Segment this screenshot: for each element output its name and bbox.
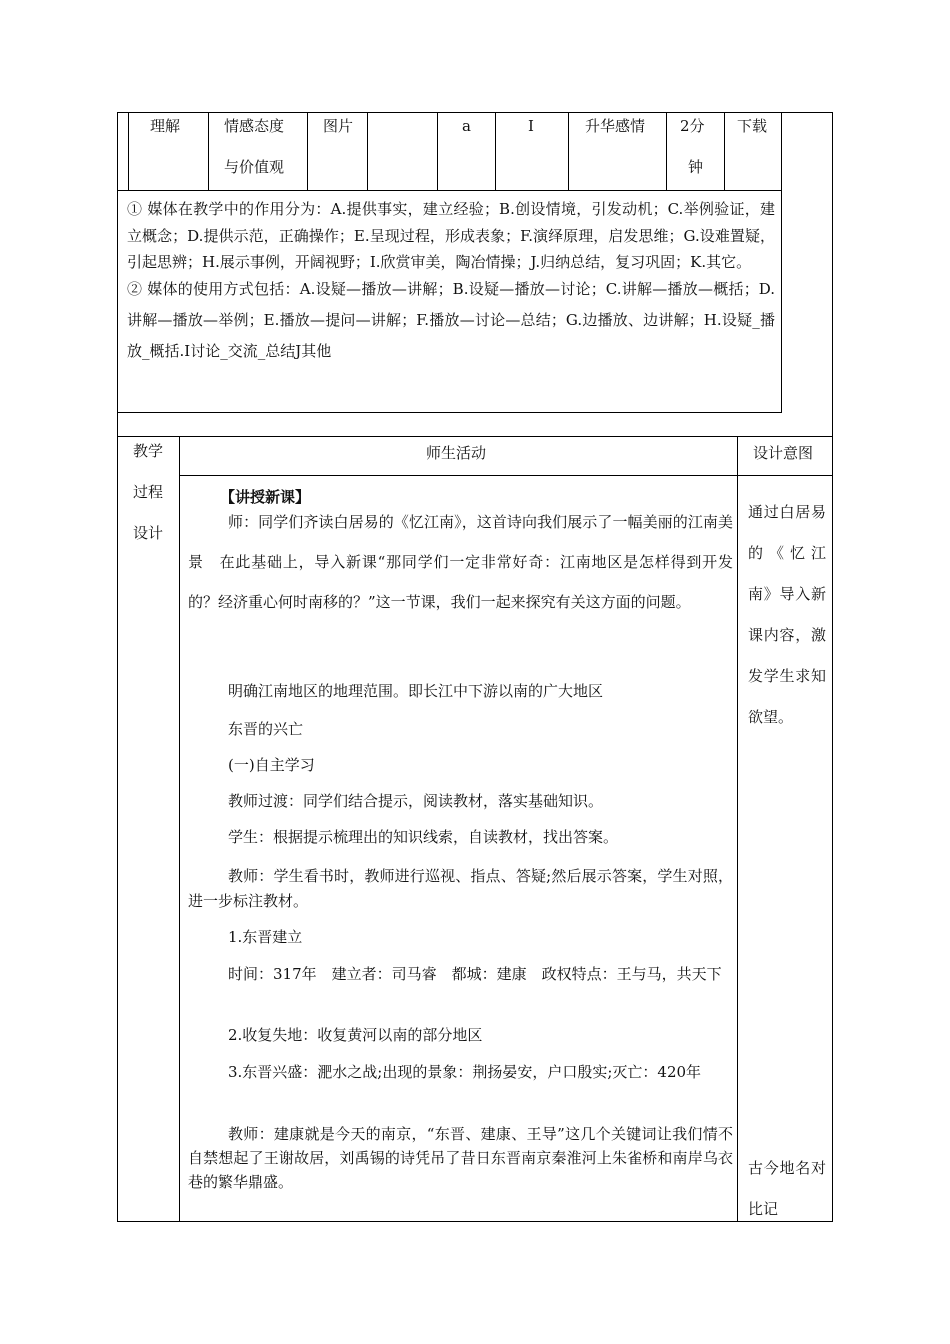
activity-paragraph: 师：同学们齐读白居易的《忆江南》，这首诗向我们展示了一幅美丽的江南美景 在此基础上，导入新课“那同学们一定非常好奇：江南地区是怎样得到开发的？经济重心何时南移的？”这一节课，我们一起来探究有关这方面的问题。	[188, 513, 733, 611]
header-activity: 师生活动	[426, 444, 487, 462]
process-label-line1: 教学	[133, 442, 164, 460]
media-notes	[127, 196, 775, 367]
activity-paragraph: 学生：根据提示梳理出的知识线索，自读教材，找出答案。	[228, 828, 619, 846]
activity-paragraph: 3.东晋兴盛：淝水之战;出现的景象：荆扬晏安，户口殷实;灭亡：420年	[228, 1063, 702, 1081]
media-usage-note: ② 媒体的使用方式包括：A.设疑—播放—讲解；B.设疑—播放—讨论；C.讲解—播放—概括；D.讲解—播放—举例；E.播放—提问—讲解；F.播放—讨论—总结；G.边播放、边讲解；H.设疑_播放_概括.I讨论_交流_总结J其他	[127, 279, 775, 360]
media-role-note: ① 媒体在教学中的作用分为：A.提供事实，建立经验；B.创设情境，引发动机；C.举例验证，建立概念；D.提供示范，正确操作；E.呈现过程，形成表象；F.演绎原理，启发思维；G.设难置疑，引起思辨；H.展示事例，开阔视野；I.欣赏审美，陶冶情操；J.归纳总结，复习巩固；K.其它。	[127, 200, 775, 271]
cell-emotion-line2: 与价值观	[224, 158, 285, 176]
activity-paragraph: 教师：建康就是今天的南京，“东晋、建康、王导”这几个关键词让我们情不自禁想起了王谢故居，刘禹锡的诗凭吊了昔日东晋南京秦淮河上朱雀桥和南岸乌衣巷的繁华鼎盛。	[188, 1125, 733, 1191]
activity-paragraph: (一)自主学习	[228, 756, 315, 774]
section-title: 【讲授新课】	[220, 488, 311, 506]
activity-paragraph: 教师过渡：同学们结合提示，阅读教材，落实基础知识。	[228, 792, 604, 810]
cell-duration-line1: 2分	[680, 117, 705, 135]
process-label-line2: 过程	[133, 483, 164, 501]
activity-paragraph: 时间：317年 建立者：司马睿 都城：建康 政权特点：王与马，共天下	[228, 965, 722, 983]
process-label-line3: 设计	[133, 524, 164, 542]
cell-understanding: 理解	[150, 117, 181, 135]
activity-paragraph: 教师：学生看书时，教师进行巡视、指点、答疑;然后展示答案，学生对照，进一步标注教材。	[188, 867, 733, 910]
activity-paragraph: 1.东晋建立	[228, 928, 303, 946]
activity-paragraph: 明确江南地区的地理范围。即长江中下游以南的广大地区	[228, 682, 604, 700]
cell-picture: 图片	[323, 117, 354, 135]
cell-duration-line2: 钟	[688, 158, 704, 176]
activity-paragraph: 东晋的兴亡	[228, 720, 304, 738]
activity-paragraph: 2.收复失地：收复黄河以南的部分地区	[228, 1026, 483, 1044]
header-intent: 设计意图	[753, 444, 814, 462]
cell-code-i: I	[528, 117, 534, 135]
design-intent-place-names: 古今地名对比记	[748, 1159, 826, 1218]
cell-code-a: a	[462, 117, 471, 135]
cell-elevate-emotion: 升华感情	[585, 117, 646, 135]
design-intent-intro: 通过白居易的《忆江南》导入新课内容，激发学生求知欲望。	[748, 503, 826, 726]
cell-emotion-line1: 情感态度	[224, 117, 285, 135]
cell-download: 下载	[737, 117, 768, 135]
